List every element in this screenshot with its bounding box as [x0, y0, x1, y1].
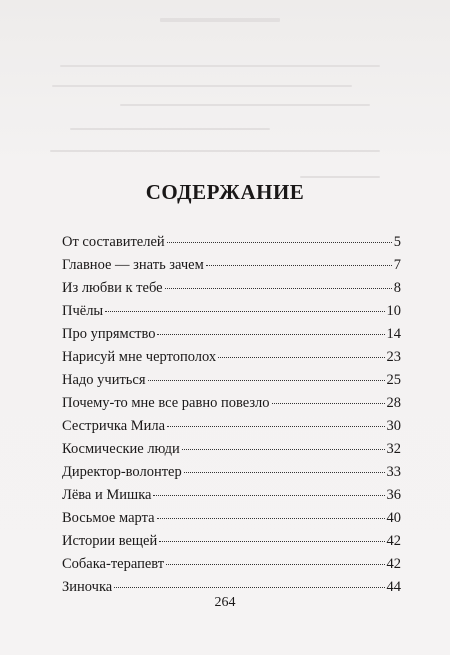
toc-entry[interactable] — [62, 484, 401, 507]
dot-leader — [182, 449, 385, 450]
toc-entry-title: Лёва и Мишка — [62, 487, 152, 503]
dot-leader — [105, 311, 384, 312]
show-through-text — [300, 176, 380, 178]
table-of-contents — [62, 231, 401, 599]
toc-entry-page: 10 — [386, 303, 401, 319]
dot-leader — [206, 265, 392, 266]
show-through-text — [120, 104, 370, 106]
dot-leader — [157, 518, 385, 519]
dot-leader — [166, 564, 384, 565]
toc-entry-page: 7 — [393, 257, 401, 273]
toc-entry-title: Собака-терапевт — [62, 556, 165, 572]
toc-entry-title: Директор-волонтер — [62, 464, 182, 480]
dot-leader — [148, 380, 385, 381]
dot-leader — [167, 242, 392, 243]
toc-entry-page: 8 — [393, 280, 401, 296]
toc-entry-page: 44 — [386, 579, 401, 595]
toc-entry-page: 42 — [386, 556, 401, 572]
toc-entry-title: От составителей — [62, 234, 165, 250]
toc-entry-page: 32 — [386, 441, 401, 457]
toc-entry[interactable] — [62, 507, 401, 530]
toc-entry-title: Нарисуй мне чертополох — [62, 349, 217, 365]
show-through-text — [70, 128, 270, 130]
toc-entry-title: Зиночка — [62, 579, 113, 595]
show-through-text — [60, 65, 380, 67]
toc-entry-page: 36 — [386, 487, 401, 503]
dot-leader — [114, 587, 384, 588]
toc-entry[interactable] — [62, 392, 401, 415]
dot-leader — [184, 472, 385, 473]
dot-leader — [167, 426, 384, 427]
toc-entry[interactable] — [62, 323, 401, 346]
toc-entry[interactable] — [62, 461, 401, 484]
toc-entry-title: Про упрямство — [62, 326, 156, 342]
toc-entry[interactable] — [62, 231, 401, 254]
toc-entry-page: 25 — [386, 372, 401, 388]
toc-entry[interactable] — [62, 438, 401, 461]
toc-entry-page: 14 — [386, 326, 401, 342]
dot-leader — [165, 288, 392, 289]
show-through-text — [50, 150, 380, 152]
show-through-text — [52, 85, 352, 87]
toc-entry[interactable] — [62, 530, 401, 553]
toc-entry-title: Главное — знать зачем — [62, 257, 204, 273]
toc-entry-title: Надо учиться — [62, 372, 146, 388]
page-title: СОДЕРЖАНИЕ — [145, 180, 305, 204]
toc-entry-title: Космические люди — [62, 441, 180, 457]
toc-entry-page: 30 — [386, 418, 401, 434]
toc-entry-page: 23 — [386, 349, 401, 365]
toc-entry[interactable] — [62, 254, 401, 277]
page-number: 264 — [214, 595, 236, 610]
toc-entry-title: Из любви к тебе — [62, 280, 163, 296]
toc-entry-page: 40 — [386, 510, 401, 526]
toc-entry-title: Сестричка Мила — [62, 418, 166, 434]
dot-leader — [157, 334, 384, 335]
show-through-text — [160, 18, 280, 22]
toc-entry[interactable] — [62, 300, 401, 323]
toc-entry[interactable] — [62, 415, 401, 438]
dot-leader — [153, 495, 384, 496]
toc-entry[interactable] — [62, 369, 401, 392]
toc-entry-page: 5 — [393, 234, 401, 250]
dot-leader — [159, 541, 384, 542]
toc-entry-page: 28 — [386, 395, 401, 411]
toc-entry-title: Пчёлы — [62, 303, 104, 319]
toc-entry[interactable] — [62, 346, 401, 369]
toc-entry[interactable] — [62, 277, 401, 300]
toc-entry-title: Почему-то мне все равно повезло — [62, 395, 270, 411]
toc-entry-page: 42 — [386, 533, 401, 549]
toc-entry-title: Истории вещей — [62, 533, 158, 549]
dot-leader — [272, 403, 385, 404]
toc-entry[interactable] — [62, 553, 401, 576]
toc-entry-title: Восьмое марта — [62, 510, 155, 526]
dot-leader — [218, 357, 384, 358]
toc-entry-page: 33 — [386, 464, 401, 480]
